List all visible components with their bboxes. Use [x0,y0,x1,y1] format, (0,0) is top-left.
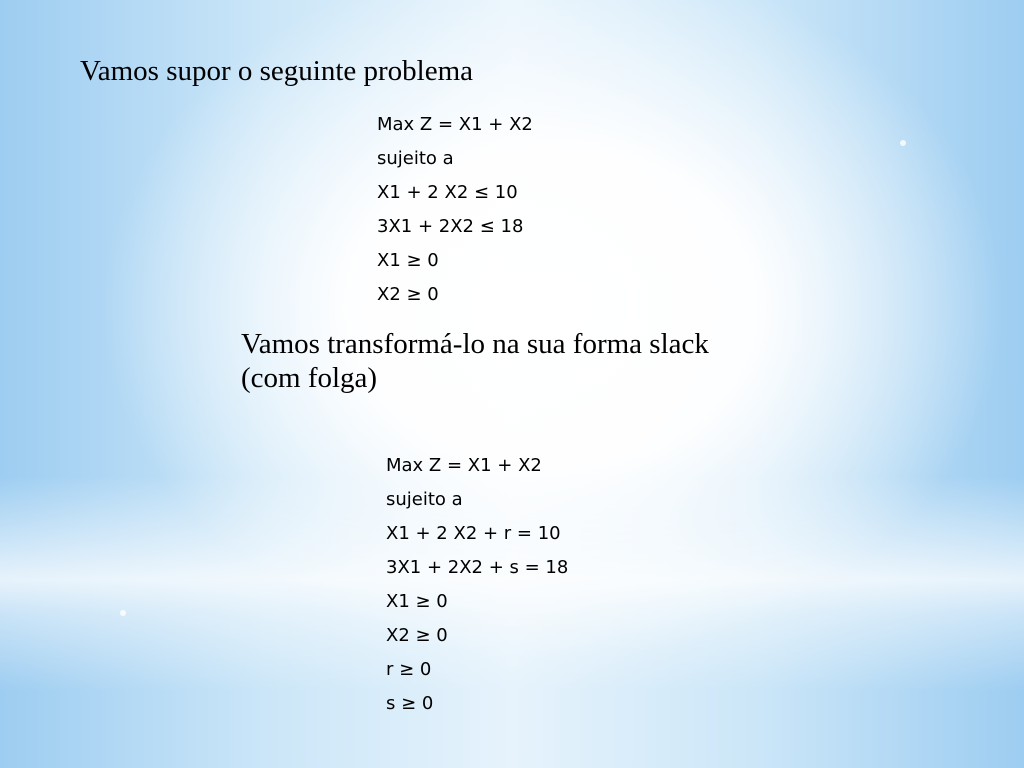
slack-nonnegativity-s: s ≥ 0 [386,693,434,714]
problem-formulation [377,108,533,312]
objective-function: Max Z = X1 + X2 [377,114,533,135]
nonnegativity-x2: X2 ≥ 0 [377,284,439,305]
slack-subject-to-label: sujeito a [386,489,463,510]
constraint-2: 3X1 + 2X2 ≤ 18 [377,216,524,237]
slack-nonnegativity-x1: X1 ≥ 0 [386,591,448,612]
sparkle-decoration [900,140,906,146]
sparkle-decoration [120,610,126,616]
slack-formulation [386,449,568,721]
constraint-1: X1 + 2 X2 ≤ 10 [377,182,518,203]
slack-objective-function: Max Z = X1 + X2 [386,455,542,476]
slack-nonnegativity-r: r ≥ 0 [386,659,432,680]
subject-to-label: sujeito a [377,148,454,169]
slack-constraint-1: X1 + 2 X2 + r = 10 [386,523,561,544]
slack-constraint-2: 3X1 + 2X2 + s = 18 [386,557,569,578]
slack-nonnegativity-x2: X2 ≥ 0 [386,625,448,646]
slide-heading-slack-form: Vamos transformá-lo na sua forma slack (com folga) [241,328,709,394]
nonnegativity-x1: X1 ≥ 0 [377,250,439,271]
slide-heading-problem: Vamos supor o seguinte problema [80,55,474,87]
